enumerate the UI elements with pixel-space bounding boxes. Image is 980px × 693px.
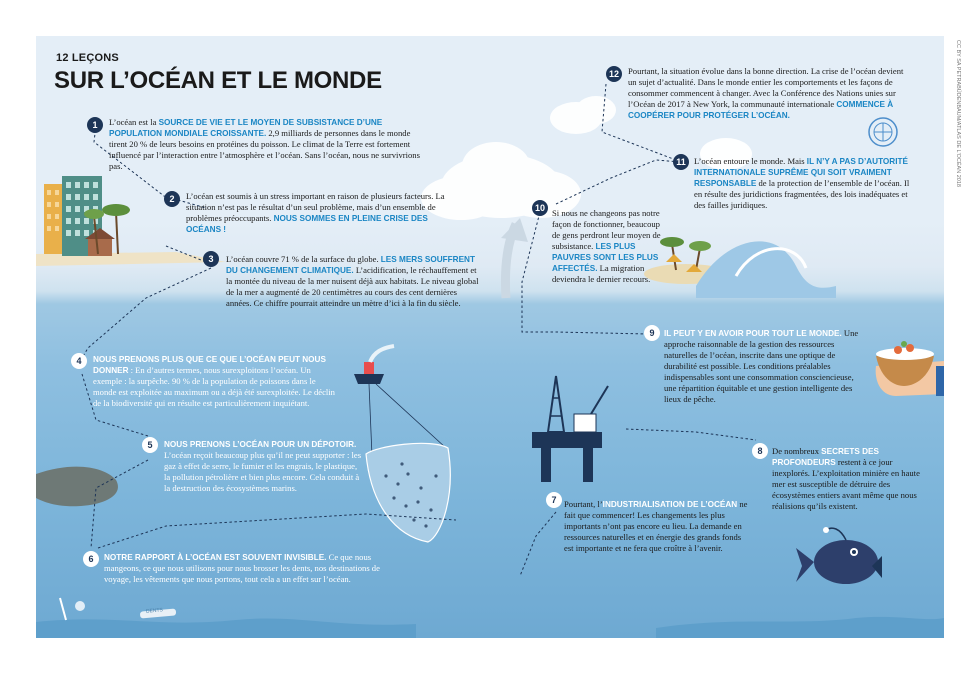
infographic-sheet [36, 36, 944, 638]
lesson-11-number-badge: 11 [673, 154, 689, 170]
lesson-5-highlight: NOUS PRENONS L’OCÉAN POUR UN DÉPOTOIR. [164, 440, 357, 449]
lesson-7-highlight: INDUSTRIALISATION DE L’OCÉAN [602, 500, 738, 509]
anglerfish [796, 527, 882, 584]
lesson-6-text: NOTRE RAPPORT À L’OCÉAN EST SOUVENT INVISIBLE. Ce que nous mangeons, ce que nous utilisons pour nous brosser les dents, nos destinations de voyage, les vêtements que nous portons, tout cela a un effet sur l’océan. [104, 552, 380, 584]
lesson-12-text: Pourtant, la situation évolue dans la bonne direction. La crise de l’océan devient un sujet d’actualité. Dans le monde entier les comportements et les façons de consommer commencent à changer. Avec la Conférence des Nations unies sur l’Océan de 2017 à New York, la communauté internationale COMMENCE À COOPÉRER POUR PROTÉGER L’OCÉAN. [628, 66, 904, 120]
lesson-2-text: L’océan est soumis à un stress important en raison de plusieurs facteurs. La situation n’est pas le résultat d’un seul problème, mais d’un ensemble de problèmes préoccupants. NOUS SOMMES EN PLEINE CRISE DES OCÉANS ! [186, 191, 445, 234]
lesson-5-text: NOUS PRENONS L’OCÉAN POUR UN DÉPOTOIR. L’océan reçoit beaucoup plus qu’il ne peut supporter : les gaz à effet de serre, le fumier et les engrais, le plastique, la pollution pétrolière et bien plus encore. Cela conduit à la destruction des écosystèmes marins. [164, 440, 362, 493]
lesson-10-number-badge: 10 [532, 200, 548, 216]
lesson-6-number-badge: 6 [83, 551, 99, 567]
city-buildings [44, 176, 130, 256]
lesson-4-number-badge: 4 [71, 353, 87, 369]
lesson-3-highlight: LES MERS SOUFFRENT DU CHANGEMENT CLIMATIQUE. [226, 255, 475, 275]
island [644, 237, 836, 298]
lesson-4-text: NOUS PRENONS PLUS QUE CE QUE L’OCÉAN PEUT NOUS DONNER : En d’autres termes, nous surexploitons l’océan. Un exemple : la surpêche. 90 % de la population de poissons dans le monde est exploitée au maximum ou a déjà été surexploitée. Le déclin de la biodiversité qui en résulte est particulièrement inquiétant. [93, 355, 335, 408]
fishing-net [366, 443, 450, 542]
lesson-5-number-badge: 5 [142, 437, 158, 453]
toothpaste-label: DENTS [145, 607, 164, 615]
lesson-11-highlight: IL N’Y A PAS D’AUTORITÉ INTERNATIONALE SUPRÊME QUI SOIT VRAIMENT RESPONSABLE [694, 157, 908, 188]
lesson-6-highlight: NOTRE RAPPORT À L’OCÉAN EST SOUVENT INVISIBLE. [104, 553, 327, 562]
lesson-9-highlight: IL PEUT Y EN AVOIR POUR TOUT LE MONDE. [664, 329, 842, 338]
lesson-3-text: L’océan couvre 71 % de la surface du globe. LES MERS SOUFFRENT DU CHANGEMENT CLIMATIQUE. L’acidification, le réchauffement et la montée du niveau de la mer nuisent déjà aux habitats. Le niveau global de la mer a augmenté de 20 centimètres au cours des cent dernières années. Ce chiffre pourrait atteindre un mètre d’ici à la fin du siècle. [226, 254, 479, 308]
lesson-3-number-badge: 3 [203, 251, 219, 267]
oil-rig [532, 376, 608, 482]
lesson-9-number-badge: 9 [644, 325, 660, 341]
lesson-2-number-badge: 2 [164, 191, 180, 207]
lesson-12-number-badge: 12 [606, 66, 622, 82]
header-kicker: 12 LEÇONS [56, 52, 119, 64]
lesson-2-highlight: NOUS SOMMES EN PLEINE CRISE DES OCÉANS ! [186, 214, 428, 234]
lesson-9-text: IL PEUT Y EN AVOIR POUR TOUT LE MONDE. Une approche raisonnable de la gestion des ressources naturelles de l’océan, inscrite dans une optique de durabilité est possible. Les conditions préalables indispensables sont une consommation consciencieuse, une répartition équitable et une gestion intelligente des lieux de pêche. [664, 328, 859, 404]
page-title: SUR L’OCÉAN ET LE MONDE [54, 67, 382, 94]
lesson-1-highlight: SOURCE DE VIE ET LE MOYEN DE SUBSISTANCE D’UNE POPULATION MONDIALE CROISSANTE. [109, 118, 383, 138]
lesson-11-text: L’océan entoure le monde. Mais IL N’Y A PAS D’AUTORITÉ INTERNATIONALE SUPRÊME QUI SOIT VRAIMENT RESPONSABLE de la protection de l’ensemble de l’océan. Il en résulte des juridictions fragmentées, des lois inadéquates et des failles juridiques. [694, 156, 910, 210]
lesson-1-number-badge: 1 [87, 117, 103, 133]
fishing-boat [354, 346, 394, 384]
copyright-credit: CC BY SA PETRABÜDENBAUM/ATLAS DE L'OCÉAN 2018 [955, 40, 961, 187]
un-emblem [869, 118, 897, 146]
oil-slick [36, 467, 118, 507]
lesson-4-highlight: NOUS PRENONS PLUS QUE CE QUE L’OCÉAN PEUT NOUS DONNER [93, 355, 326, 375]
hand-with-bowl [876, 341, 944, 396]
lesson-10-text: Si nous ne changeons pas notre façon de fonctionner, beaucoup de gens perdront leur moyen de subsistance. LES PLUS PAUVRES SONT LES PLUS AFFECTÉS. La migration deviendra le dernier recours. [552, 208, 661, 284]
lesson-10-highlight: LES PLUS PAUVRES SONT LES PLUS AFFECTÉS. [552, 242, 659, 273]
lesson-8-text: De nombreux SECRETS DES PROFONDEURS restent à ce jour inexplorés. L’exploitation minière en haute mer est susceptible de détruire des écosystèmes entiers avant même que nous réalisions qu’ils existent. [772, 446, 920, 511]
seabed [36, 618, 416, 638]
lesson-1-text: L’océan est la SOURCE DE VIE ET LE MOYEN DE SUBSISTANCE D’UNE POPULATION MONDIALE CROISSANTE. 2,9 milliards de personnes dans le monde tirent 20 % de leurs besoins en protéines du poisson. Le climat de la Terre est fortement influencé par l’interaction entre l’atmosphère et l’océan. Sans l’océan, nous ne survivrions pas. [109, 117, 420, 171]
lesson-12-highlight: COMMENCE À COOPÉRER POUR PROTÉGER L’OCÉAN. [628, 100, 894, 120]
lesson-8-highlight: SECRETS DES PROFONDEURS [772, 447, 879, 467]
lesson-7-number-badge: 7 [546, 492, 562, 508]
lesson-7-text: Pourtant, l’INDUSTRIALISATION DE L’OCÉAN ne fait que commencer! Les changements les plus importants n’ont pas encore eu lieu. La demande en ressources naturelles et en énergie des grands fonds est importante et ne fera que croître à l’avenir. [564, 499, 748, 553]
lesson-8-number-badge: 8 [752, 443, 768, 459]
